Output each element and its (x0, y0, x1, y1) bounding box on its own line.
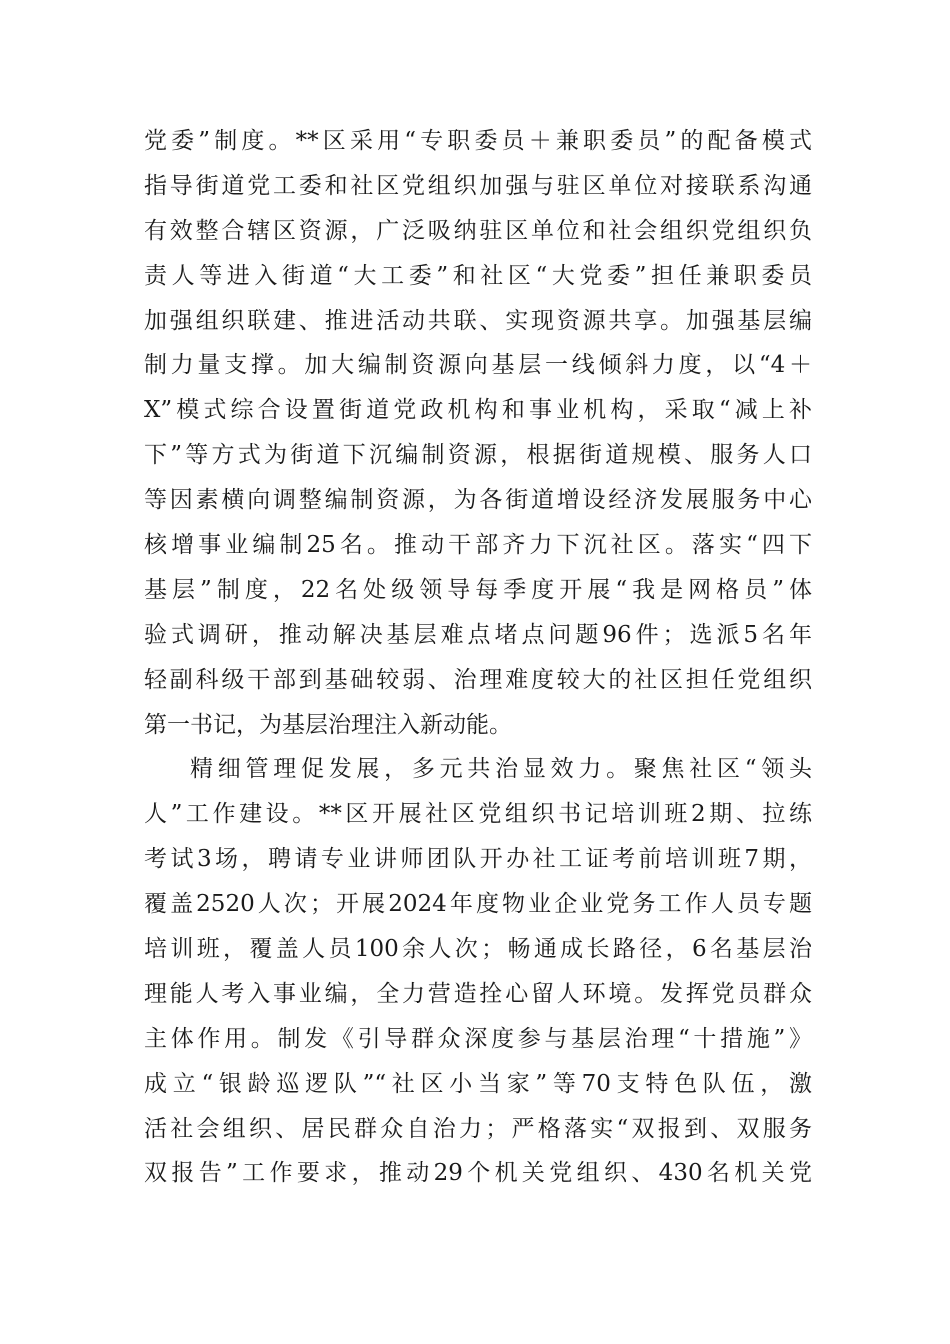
text-line: 有效整合辖区资源，广泛吸纳驻区单位和社会组织党组织负 (144, 217, 812, 244)
text-line: 理能人考入事业编，全力营造拴心留人环境。发挥党员群众 (144, 980, 812, 1007)
text-line: 验式调研，推动解决基层难点堵点问题96件；选派5名年 (144, 621, 812, 648)
text-line: 基层”制度，22名处级领导每季度开展“我是网格员”体 (144, 576, 812, 603)
paragraph-2 (144, 747, 812, 1196)
text-line: 活社会组织、居民群众自治力；严格落实“双报到、双服务 (144, 1115, 812, 1142)
text-line: 培训班，覆盖人员100余人次；畅通成长路径，6名基层治 (144, 936, 812, 963)
text-line: 轻副科级干部到基础较弱、治理难度较大的社区担任党组织 (144, 666, 812, 693)
text-line: 责人等进入街道“大工委”和社区“大党委”担任兼职委员 (144, 262, 812, 289)
text-line: 双报告”工作要求，推动29个机关党组织、430名机关党 (144, 1160, 812, 1187)
text-line: 指导街道党工委和社区党组织加强与驻区单位对接联系沟通 (144, 172, 812, 199)
text-line: 制力量支撑。加大编制资源向基层一线倾斜力度，以“4＋ (144, 352, 812, 379)
text-line: 主体作用。制发《引导群众深度参与基层治理“十措施”》 (144, 1025, 812, 1052)
document-body (144, 119, 812, 1196)
text-line: 成立“银龄巡逻队”“社区小当家”等70支特色队伍，激 (144, 1070, 812, 1097)
paragraph-1 (144, 119, 812, 747)
text-line: 党委”制度。**区采用“专职委员＋兼职委员”的配备模式 (144, 128, 812, 154)
text-line: 覆盖2520人次；开展2024年度物业企业党务工作人员专题 (144, 891, 812, 918)
text-line: 精细管理促发展，多元共治显效力。聚焦社区“领头 (190, 756, 812, 783)
text-line: 第一书记，为基层治理注入新动能。 (144, 711, 512, 738)
text-line: 考试3场，聘请专业讲师团队开办社工证考前培训班7期， (144, 846, 812, 873)
text-line: 加强组织联建、推进活动共联、实现资源共享。加强基层编 (144, 307, 812, 334)
text-line: 核增事业编制25名。推动干部齐力下沉社区。落实“四下 (144, 532, 812, 559)
text-line: 人”工作建设。**区开展社区党组织书记培训班2期、拉练 (144, 801, 812, 828)
text-line: X”模式综合设置街道党政机构和事业机构，采取“减上补 (144, 397, 812, 424)
text-line: 下”等方式为街道下沉编制资源，根据街道规模、服务人口 (144, 442, 812, 469)
text-line: 等因素横向调整编制资源，为各街道增设经济发展服务中心 (144, 487, 812, 514)
